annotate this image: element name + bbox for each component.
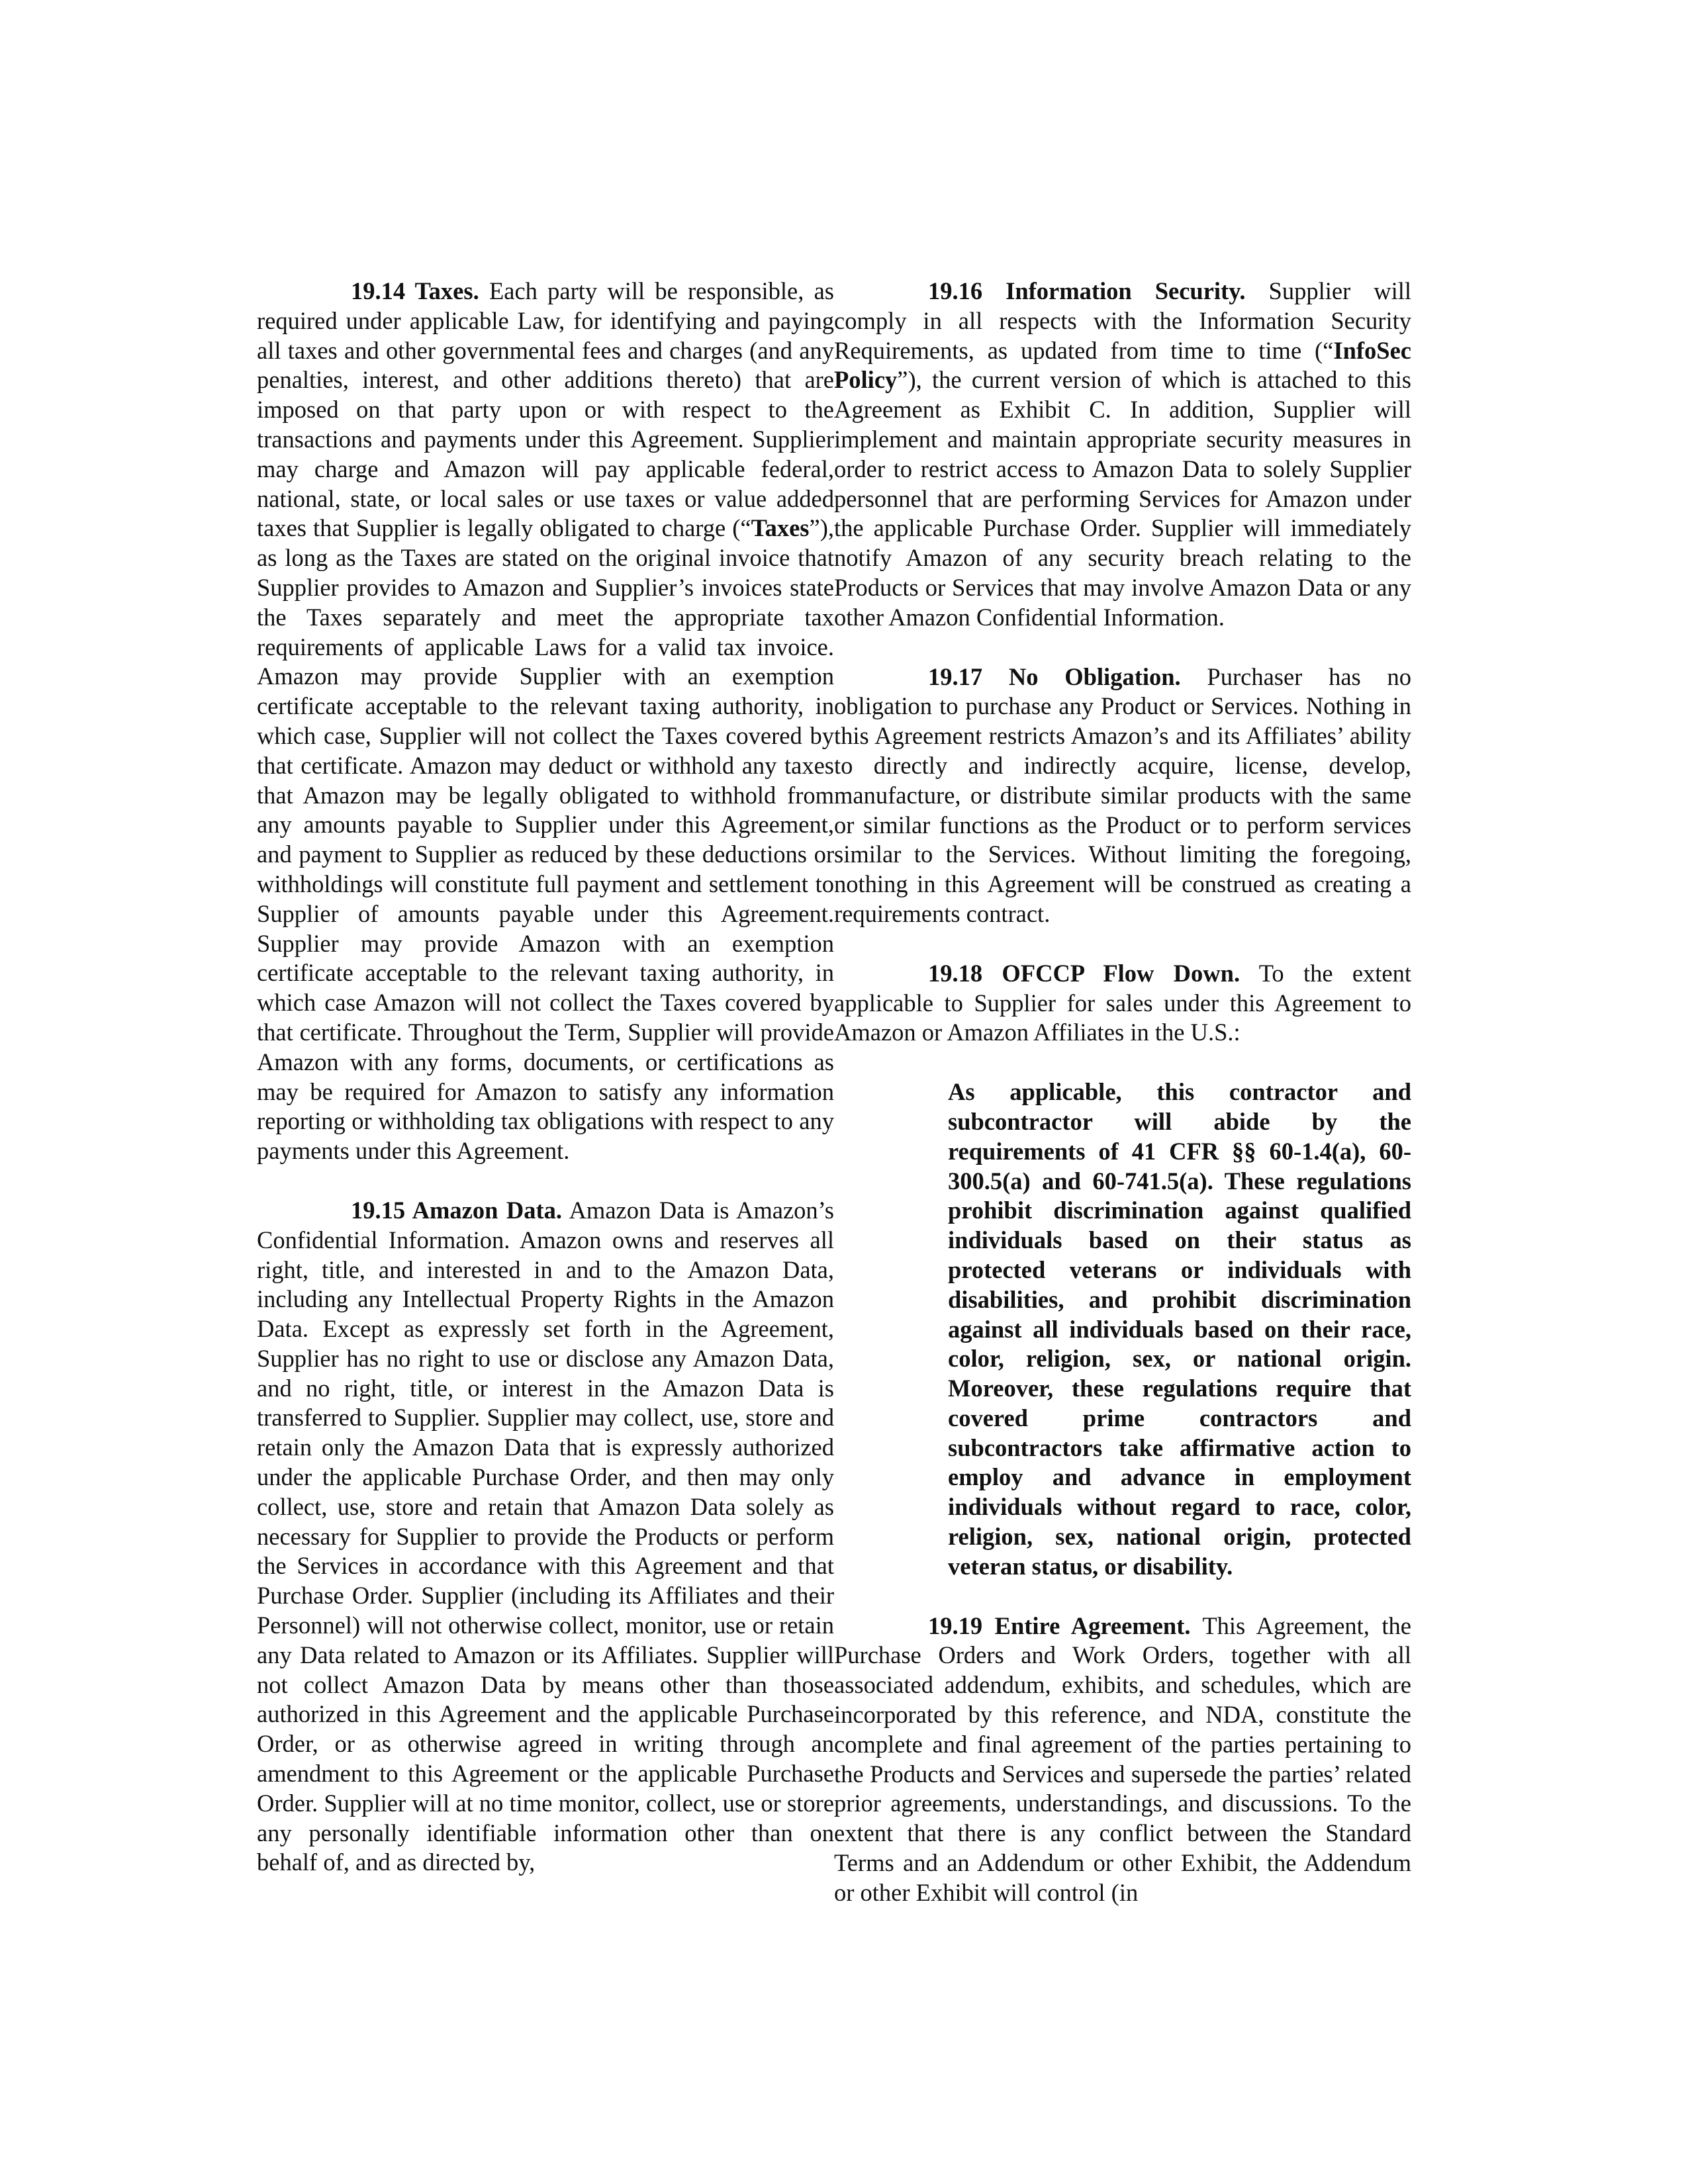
section-19-18 (834, 959, 1411, 1048)
section-heading: 19.17 No Obligation. (928, 662, 1181, 690)
defined-term: InfoSec Policy (834, 336, 1411, 394)
section-heading: 19.19 Entire Agreement. (928, 1612, 1191, 1639)
section-19-16 (834, 277, 1411, 633)
section-text: This Agreement, the Purchase Orders and Work Orders, together with all associated addendum, exhibits, and schedules, which are incorporated by this reference, and NDA, constitute the complete and final agreement of the parties pertaining to the Products and Services and supersede the parties’ related prior agreements, understandings, and discussions. To the extent that there is any conflict between the Standard Terms and an Addendum or other Exhibit, the Addendum or other Exhibit will control (in (834, 1612, 1412, 1906)
section-heading: 19.14 Taxes. (351, 277, 479, 304)
section-19-19 (834, 1612, 1411, 1908)
section-19-14 (257, 277, 834, 1166)
section-text: Amazon Data is Amazon’s Confidential Information. Amazon owns and reserves all right, title, and interested in and to the Amazon Data, including any Intellectual Property Rights in the Amazon Data. Except as expressly set forth in the Agreement, Supplier has no right to use or disclose any Amazon Data, and no right, title, or interest in the Amazon Data is transferred to Supplier. Supplier may collect, use, store and retain only the Amazon Data that is expressly authorized under the applicable Purchase Order, and then may only collect, use, store and retain that Amazon Data solely as necessary for Supplier to provide the Products or perform the Services in accordance with this Agreement and that Purchase Order. Supplier (including its Affiliates and their Personnel) will not otherwise collect, monitor, use or retain any Data related to Amazon or its Affiliates. Supplier will not collect Amazon Data by means other than those authorized in this Agreement and the applicable Purchase Order, or as otherwise agreed in writing through an amendment to this Agreement or the applicable Purchase Order. Supplier will at no time monitor, collect, use or store any personally identifiable information other than on behalf of, and as directed by, (257, 1196, 834, 1876)
section-text: ”), as long as the Taxes are stated on the original invoice that Supplier provides to Amazon and Supplier’s invoices state the Taxes separately and meet the appropriate tax requirements of applicable Laws for a valid tax invoice. Amazon may provide Supplier with an exemption certificate acceptable to the relevant taxing authority, in which case, Supplier will not collect the Taxes covered by that certificate. Amazon may deduct or withhold any taxes that Amazon may be legally obligated to withhold from any amounts payable to Supplier under this Agreement, and payment to Supplier as reduced by these deductions or withholdings will constitute full payment and settlement to Supplier of amounts payable under this Agreement. Supplier may provide Amazon with an exemption certificate acceptable to the relevant taxing authority, in which case Amazon will not collect the Taxes covered by that certificate. Throughout the Term, Supplier will provide Amazon with any forms, documents, or certifications as may be required for Amazon to satisfy any information reporting or withholding tax obligations with respect to any payments under this Agreement. (257, 514, 834, 1165)
section-text: Purchaser has no obligation to purchase any Product or Services. Nothing in this Agreement restricts Amazon’s and its Affiliates’ ability to directly and indirectly acquire, license, develop, manufacture, or distribute similar products with the same or similar functions as the Product or to perform services similar to the Services. Without limiting the foregoing, nothing in this Agreement will be construed as creating a requirements contract. (834, 662, 1411, 927)
section-19-15 (257, 1196, 834, 1878)
section-text: To the extent applicable to Supplier for sales under this Agreement to Amazon or Amazon Affiliates in the U.S.: (834, 959, 1412, 1046)
left-column (257, 277, 834, 1878)
section-19-17 (834, 662, 1411, 929)
ofccp-quote-block: As applicable, this contractor and subcontractor will abide by the requirements of 41 CFR §§ 60-1.4(a), 60-300.5(a) and 60-741.5(a). These regulations prohibit discrimination against qualified individuals based on their status as protected veterans or individuals with disabilities, and prohibit discrimination against all individuals based on their race, color, religion, sex, or national origin. Moreover, these regulations require that covered prime contractors and subcontractors take affirmative action to employ and advance in employment individuals without regard to race, color, religion, sex, national origin, protected veteran status, or disability. (948, 1078, 1411, 1580)
section-text: ”), the current version of which is attached to this Agreement as Exhibit C. In addition, Supplier will implement and maintain appropriate security measures in order to restrict access to Amazon Data to solely Supplier personnel that are performing Services for Amazon under the applicable Purchase Order. Supplier will immediately notify Amazon of any security breach relating to the Products or Services that may involve Amazon Data or any other Amazon Confidential Information. (834, 366, 1411, 631)
section-text: Supplier will comply in all respects with the Information Security Requirements, as updated from time to time (“ (834, 277, 1411, 364)
defined-term: Taxes (751, 514, 810, 542)
section-heading: 19.15 Amazon Data. (351, 1196, 563, 1224)
section-heading: 19.18 OFCCP Flow Down. (928, 959, 1241, 987)
section-heading: 19.16 Information Security. (928, 277, 1246, 304)
section-text: Each party will be responsible, as required under applicable Law, for identifying and paying all taxes and other governmental fees and charges (and any penalties, interest, and other additions thereto) that are imposed on that party upon or with respect to the transactions and payments under this Agreement. Supplier may charge and Amazon will pay applicable federal, national, state, or local sales or use taxes or value added taxes that Supplier is legally obligated to charge (“ (257, 277, 835, 542)
right-column (834, 277, 1411, 1908)
